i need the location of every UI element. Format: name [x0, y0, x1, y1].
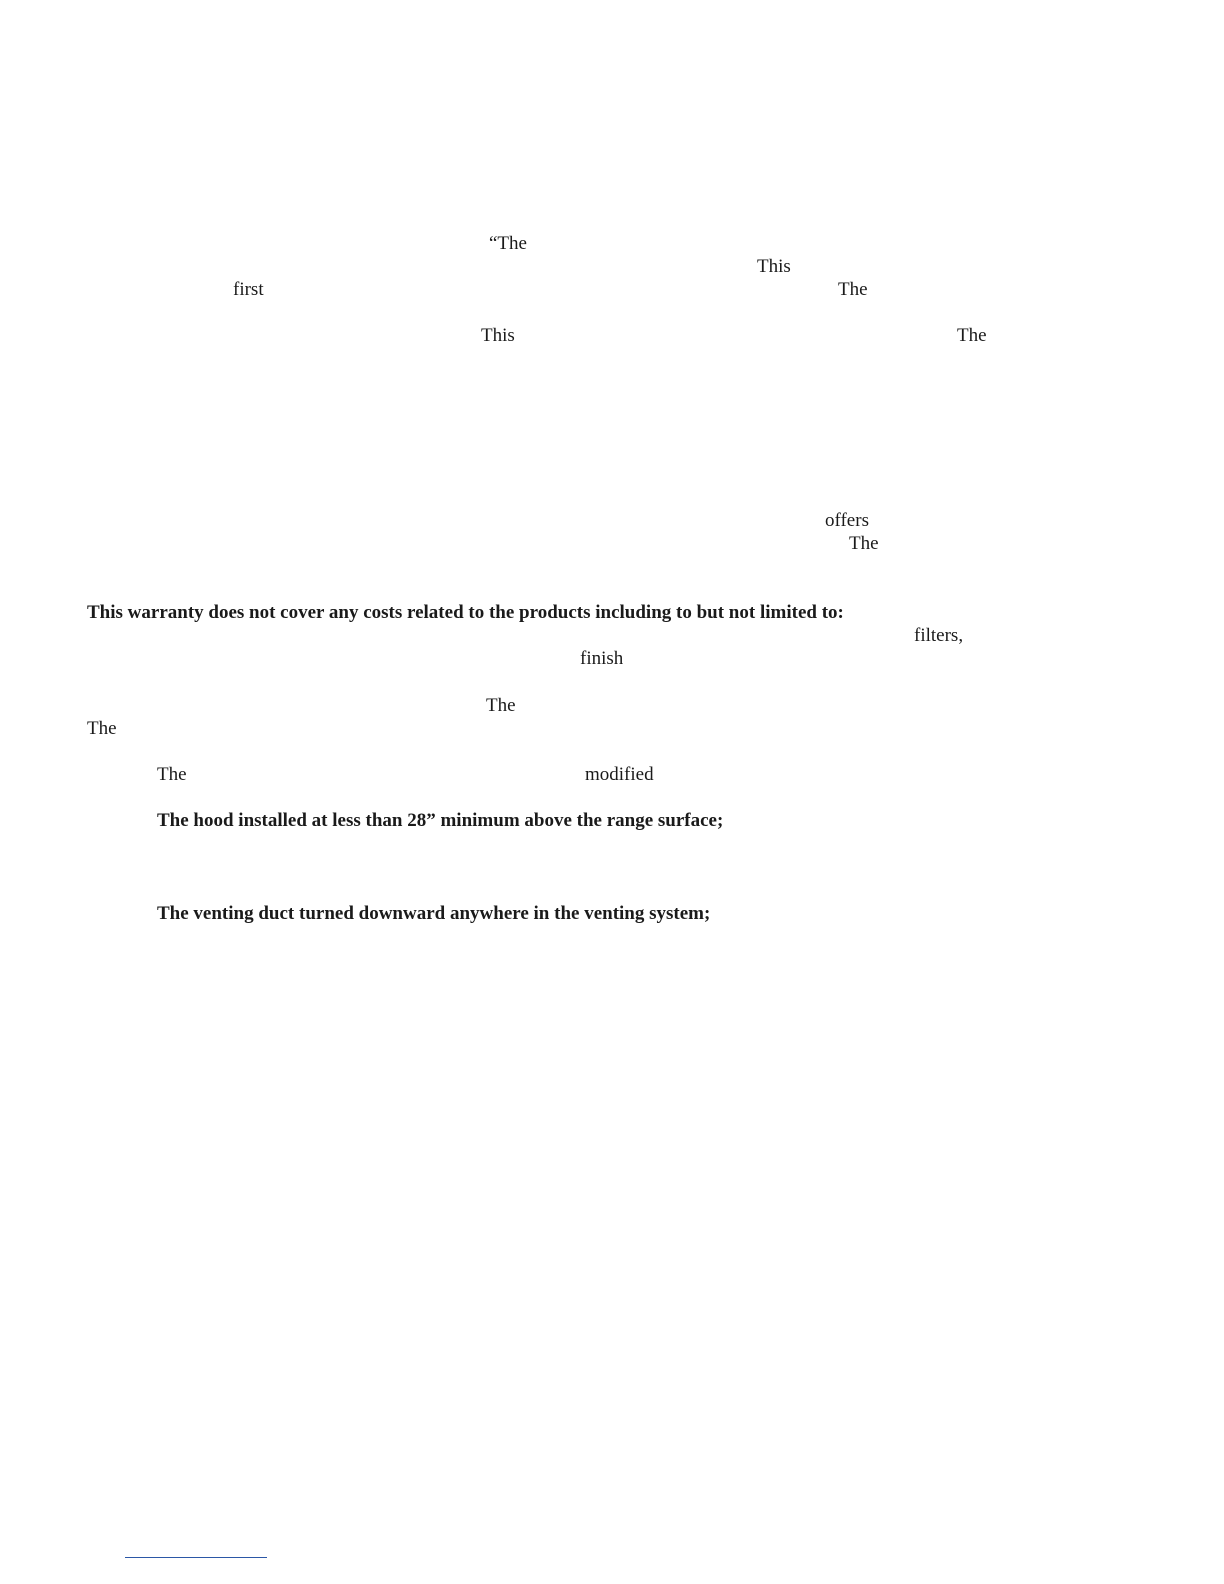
text-fragment-quote-the: “The [489, 233, 527, 254]
text-fragment-the: The [486, 695, 516, 716]
text-fragment-the: The [157, 764, 187, 785]
exclusion-item-venting-duct: The venting duct turned downward anywhere in the venting system; [157, 903, 711, 924]
text-fragment-finish: finish [580, 648, 624, 669]
exclusion-item-hood-height: The hood installed at less than 28” minimum above the range surface; [157, 810, 724, 831]
text-fragment-the: The [87, 718, 117, 739]
text-fragment-this: This [481, 325, 515, 346]
text-fragment-this: This [757, 256, 791, 277]
text-fragment-offers: offers [825, 510, 869, 531]
text-fragment-first: first [233, 279, 264, 300]
text-fragment-the: The [957, 325, 987, 346]
warranty-exclusions-heading: This warranty does not cover any costs related to the products including to but not limited to: [87, 602, 844, 623]
footnote-divider [125, 1557, 267, 1558]
text-fragment-the: The [838, 279, 868, 300]
text-fragment-the: The [849, 533, 879, 554]
text-fragment-modified: modified [585, 764, 654, 785]
text-fragment-filters: filters, [914, 625, 964, 646]
